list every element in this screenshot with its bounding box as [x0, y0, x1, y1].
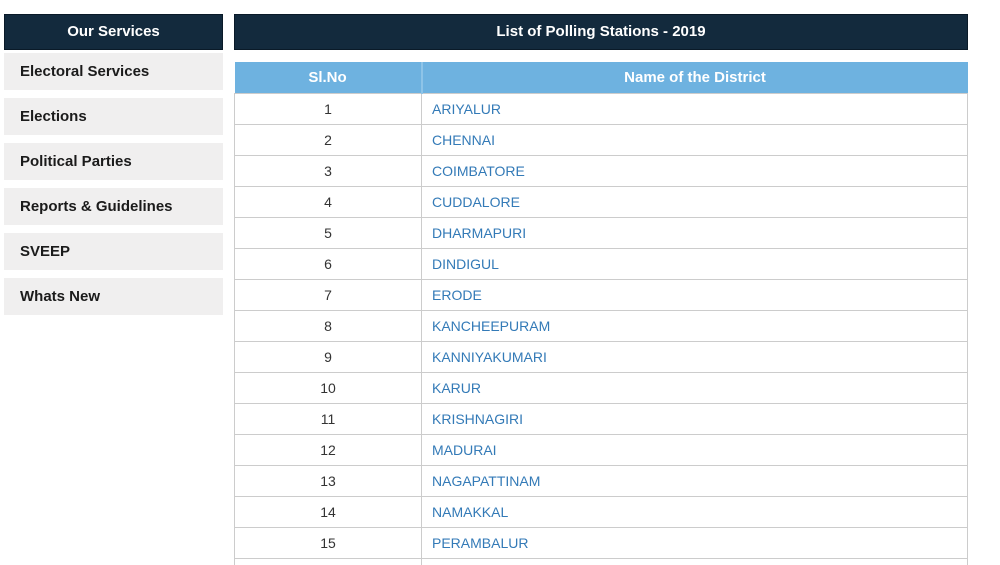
district-link[interactable]: KRISHNAGIRI	[432, 410, 524, 427]
row-number-cell	[235, 558, 422, 565]
row-number-cell: 12	[235, 434, 422, 465]
district-cell	[422, 310, 968, 341]
table-row	[235, 403, 968, 434]
table-row	[235, 465, 968, 496]
table-row	[235, 93, 968, 124]
column-header-district: Name of the District	[422, 62, 968, 93]
district-link[interactable]: ERODE	[432, 286, 482, 303]
table-row	[235, 248, 968, 279]
row-number-cell: 14	[235, 496, 422, 527]
row-number-cell: 8	[235, 310, 422, 341]
table-row-partial	[235, 558, 968, 565]
table-row	[235, 496, 968, 527]
district-cell	[422, 465, 968, 496]
table-row	[235, 341, 968, 372]
table-row	[235, 124, 968, 155]
sidebar-item-electoral-services[interactable]	[4, 53, 223, 90]
sidebar-item-whats-new[interactable]	[4, 278, 223, 315]
sidebar-item-sveep[interactable]	[4, 233, 223, 270]
row-number-cell: 5	[235, 217, 422, 248]
sidebar	[4, 14, 223, 323]
district-link[interactable]: KANNIYAKUMARI	[432, 348, 547, 365]
table-row	[235, 186, 968, 217]
district-link[interactable]: PERAMBALUR	[432, 534, 529, 551]
row-number-cell: 13	[235, 465, 422, 496]
district-link[interactable]: DHARMAPURI	[432, 224, 527, 241]
district-cell	[422, 496, 968, 527]
column-header-slno: Sl.No	[235, 62, 422, 93]
district-cell	[422, 341, 968, 372]
district-link[interactable]: NAGAPATTINAM	[432, 472, 541, 489]
district-cell	[422, 186, 968, 217]
district-cell	[422, 558, 968, 565]
table-header-row	[235, 62, 968, 93]
sidebar-item-label: Elections	[20, 108, 87, 125]
table-row	[235, 527, 968, 558]
main-content	[234, 14, 968, 565]
district-cell	[422, 217, 968, 248]
table-row	[235, 217, 968, 248]
district-link[interactable]: NAMAKKAL	[432, 503, 509, 520]
district-link[interactable]: KARUR	[432, 379, 482, 396]
district-link[interactable]: MADURAI	[432, 441, 497, 458]
district-cell	[422, 124, 968, 155]
table-row	[235, 372, 968, 403]
sidebar-item-reports-guidelines[interactable]	[4, 188, 223, 225]
district-link[interactable]: DINDIGUL	[432, 255, 499, 272]
sidebar-item-political-parties[interactable]	[4, 143, 223, 180]
district-cell	[422, 403, 968, 434]
district-link[interactable]: COIMBATORE	[432, 162, 525, 179]
district-link[interactable]: KANCHEEPURAM	[432, 317, 551, 334]
district-cell	[422, 93, 968, 124]
row-number-cell: 1	[235, 93, 422, 124]
row-number-cell: 9	[235, 341, 422, 372]
row-number-cell: 3	[235, 155, 422, 186]
sidebar-item-label: Whats New	[20, 288, 101, 305]
row-number-cell: 2	[235, 124, 422, 155]
sidebar-item-label: Political Parties	[20, 153, 132, 170]
district-cell	[422, 279, 968, 310]
sidebar-header: Our Services	[4, 14, 223, 50]
sidebar-item-label: SVEEP	[20, 243, 71, 260]
sidebar-item-elections[interactable]	[4, 98, 223, 135]
table-row	[235, 279, 968, 310]
row-number-cell: 10	[235, 372, 422, 403]
district-cell	[422, 527, 968, 558]
row-number-cell: 15	[235, 527, 422, 558]
district-cell	[422, 155, 968, 186]
polling-stations-table	[234, 62, 968, 565]
district-cell	[422, 372, 968, 403]
district-link[interactable]: CHENNAI	[432, 131, 496, 148]
row-number-cell: 7	[235, 279, 422, 310]
table-row	[235, 310, 968, 341]
district-cell	[422, 248, 968, 279]
district-cell	[422, 434, 968, 465]
sidebar-item-label: Electoral Services	[20, 63, 150, 80]
district-link[interactable]: ARIYALUR	[432, 100, 501, 117]
row-number-cell: 4	[235, 186, 422, 217]
sidebar-nav	[4, 53, 223, 315]
row-number-cell: 11	[235, 403, 422, 434]
row-number-cell: 6	[235, 248, 422, 279]
table-row	[235, 434, 968, 465]
sidebar-item-label: Reports & Guidelines	[20, 198, 173, 215]
page-title: List of Polling Stations - 2019	[234, 14, 968, 50]
district-link[interactable]: CUDDALORE	[432, 193, 520, 210]
table-row	[235, 155, 968, 186]
